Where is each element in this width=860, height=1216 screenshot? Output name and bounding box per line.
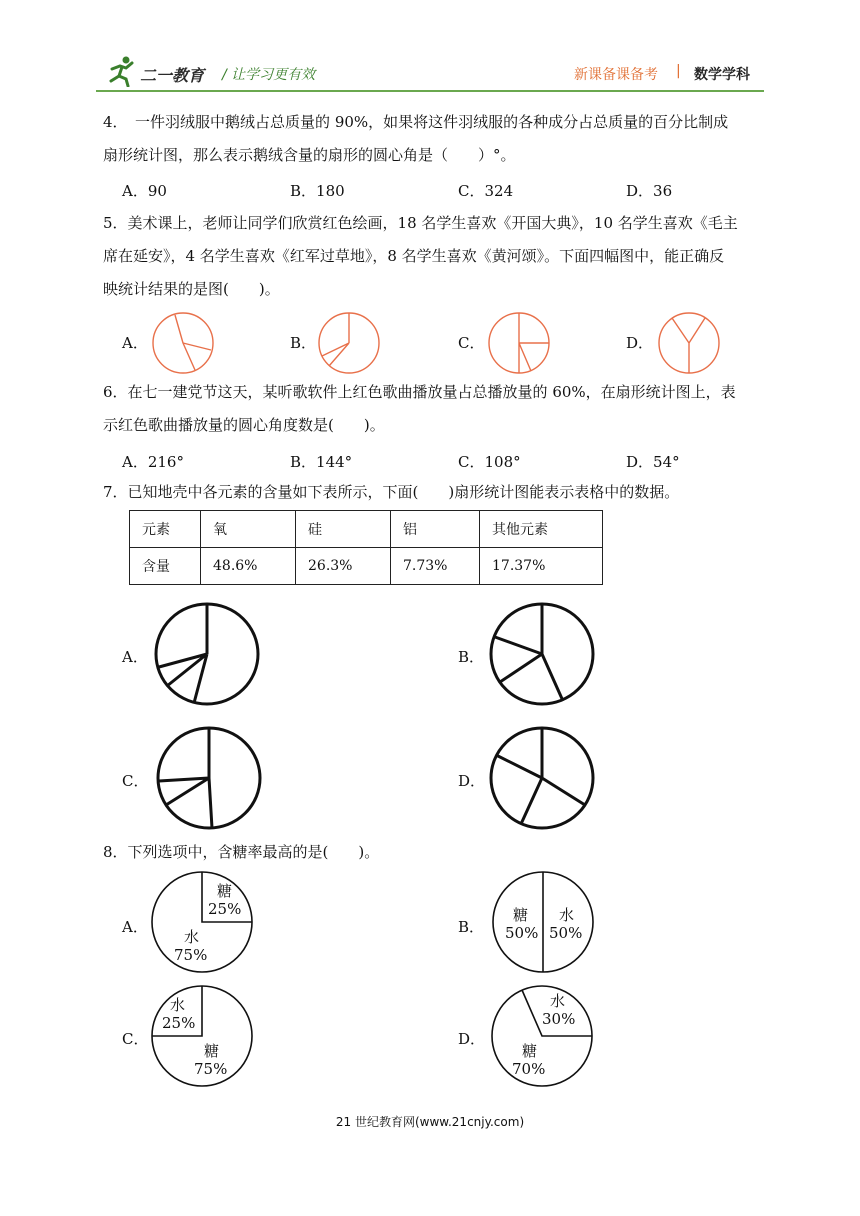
question-6 — [103, 376, 763, 442]
question-5 — [103, 207, 763, 306]
pie-label: 50% — [549, 924, 583, 942]
header-divider — [96, 90, 764, 92]
pie-label: 25% — [162, 1014, 196, 1032]
q5-option-c[interactable]: C． — [458, 334, 485, 352]
q6-option-b[interactable]: B．144° — [290, 453, 353, 471]
pie-label: 水 — [559, 906, 575, 924]
pie-label: 糖 — [217, 882, 233, 900]
slogan: / 让学习更有效 — [222, 67, 316, 83]
table-cell: 26.3% — [296, 548, 391, 585]
q5-option-b[interactable]: B． — [290, 334, 317, 352]
table-cell: 17.37% — [480, 548, 603, 585]
q8-option-d[interactable]: D． — [458, 1030, 486, 1048]
q4-option-a[interactable]: A．90 — [122, 182, 167, 200]
q5-pie-c — [486, 310, 552, 376]
table-cell: 硅 — [296, 511, 391, 548]
q8-option-b[interactable]: B． — [458, 918, 485, 936]
q8-pie-d — [490, 984, 594, 1088]
q4-option-b[interactable]: B．180 — [290, 182, 345, 200]
question-7-line1: 7．已知地壳中各元素的含量如下表所示，下面( )扇形统计图能表示表格中的数据。 — [103, 483, 680, 501]
table-row — [130, 511, 603, 548]
q8-pie-b-shape — [491, 870, 595, 974]
q5-option-a[interactable]: A． — [122, 334, 148, 352]
header-subject: 数学学科 — [694, 67, 750, 83]
q6-option-a[interactable]: A．216° — [122, 453, 184, 471]
table-cell: 其他元素 — [480, 511, 603, 548]
question-4-line2: 扇形统计图，那么表示鹅绒含量的扇形的圆心角是（ ）°。 — [103, 146, 516, 164]
q5-pie-d — [656, 310, 722, 376]
question-7 — [103, 476, 763, 509]
question-5-line3: 映统计结果的是图( )。 — [103, 280, 280, 298]
element-table — [129, 510, 603, 585]
q5-pie-a — [150, 310, 216, 376]
q8-option-c[interactable]: C． — [122, 1030, 149, 1048]
table-cell: 铝 — [391, 511, 480, 548]
q5-pie-b — [316, 310, 382, 376]
pie-label: 75% — [194, 1060, 228, 1078]
question-8 — [103, 836, 763, 869]
q7-option-d[interactable]: D． — [458, 772, 486, 790]
logo-text: 二一教育 — [140, 66, 205, 85]
q7-option-b[interactable]: B． — [458, 648, 485, 666]
question-6-line1: 6．在七一建党节这天，某听歌软件上红色歌曲播放量占总播放量的 60%，在扇形统计图上，表 — [103, 383, 736, 401]
q8-pie-b — [491, 870, 595, 974]
q6-option-c[interactable]: C．108° — [458, 453, 521, 471]
q7-pie-b — [488, 601, 596, 707]
q4-option-c[interactable]: C．324 — [458, 182, 514, 200]
pie-label: 水 — [550, 992, 566, 1010]
q6-option-d[interactable]: D．54° — [626, 453, 680, 471]
page-header — [96, 55, 764, 91]
runner-logo-icon — [106, 55, 138, 87]
table-cell: 48.6% — [201, 548, 296, 585]
question-4-line1: 4． 一件羽绒服中鹅绒占总质量的 90%，如果将这件羽绒服的各种成分占总质量的百分比制成 — [103, 113, 729, 131]
header-separator: | — [676, 63, 681, 79]
table-row — [130, 548, 603, 585]
question-4 — [103, 106, 763, 172]
pie-label: 50% — [505, 924, 539, 942]
page-footer: 21 世纪教育网(www.21cnjy.com) — [335, 1115, 525, 1129]
pie-label: 70% — [512, 1060, 546, 1078]
q8-pie-a — [150, 870, 254, 974]
pie-label: 糖 — [522, 1042, 538, 1060]
pie-label: 75% — [174, 946, 208, 964]
question-6-line2: 示红色歌曲播放量的圆心角度数是( )。 — [103, 416, 385, 434]
q5-option-d[interactable]: D． — [626, 334, 654, 352]
q7-option-c[interactable]: C． — [122, 772, 149, 790]
q7-pie-a — [153, 601, 261, 707]
header-category: 新课备课备考 — [574, 67, 658, 83]
table-cell: 元素 — [130, 511, 201, 548]
pie-label: 水 — [184, 928, 200, 946]
pie-label: 水 — [170, 996, 186, 1014]
pie-label: 糖 — [204, 1042, 220, 1060]
table-cell: 7.73% — [391, 548, 480, 585]
q8-option-a[interactable]: A． — [122, 918, 148, 936]
pie-label: 糖 — [513, 906, 529, 924]
q7-pie-c — [155, 725, 263, 831]
question-5-line2: 席在延安》，4 名学生喜欢《红军过草地》，8 名学生喜欢《黄河颂》。下面四幅图中，能正确反 — [103, 247, 725, 265]
pie-label: 30% — [542, 1010, 576, 1028]
q4-option-d[interactable]: D．36 — [626, 182, 673, 200]
question-8-line1: 8．下列选项中，含糖率最高的是( )。 — [103, 843, 380, 861]
question-5-line1: 5．美术课上，老师让同学们欣赏红色绘画，18 名学生喜欢《开国大典》，10 名学生喜欢《毛主 — [103, 214, 738, 232]
table-cell: 氧 — [201, 511, 296, 548]
q7-pie-d — [488, 725, 596, 831]
pie-label: 25% — [208, 900, 242, 918]
q8-pie-c — [150, 984, 254, 1088]
table-cell: 含量 — [130, 548, 201, 585]
q7-option-a[interactable]: A． — [122, 648, 148, 666]
